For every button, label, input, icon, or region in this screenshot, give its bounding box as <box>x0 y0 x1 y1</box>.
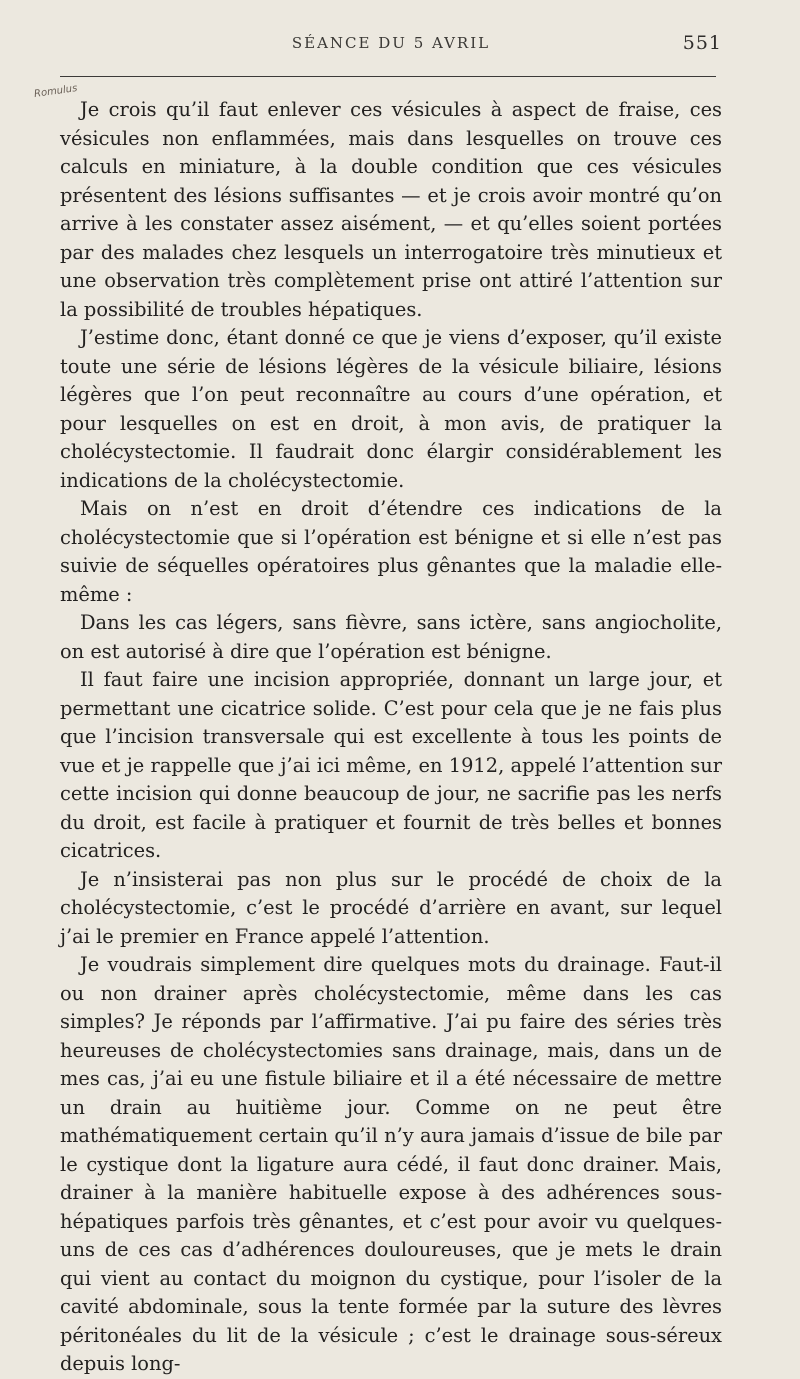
paragraph: Il faut faire une incision appropriée, donnant un large jour, et permettant une cicatrice solide. C’est pour cela que je ne fais plus que l’incision transversale qui est excellente à tous les points de vue et je rappelle que j’ai ici même, en 1912, appelé l’attention sur cette incision qui donne beaucoup de jour, ne sacrifie pas les nerfs du droit, est facile à pratiquer et fournit de très belles et bonnes cicatrices. <box>60 668 722 862</box>
paragraph: Je n’insisterai pas non plus sur le procédé de choix de la cholécystectomie, c’est le procédé d’arrière en avant, sur lequel j’ai le premier en France appelé l’attention. <box>60 867 722 948</box>
paragraph: Dans les cas légers, sans fièvre, sans ictère, sans angiocholite, on est autorisé à dire que l’opération est bénigne. <box>60 611 722 663</box>
page-header <box>60 34 722 64</box>
handwritten-margin-note: Romulus <box>33 83 79 100</box>
paragraph: J’estime donc, étant donné ce que je viens d’exposer, qu’il existe toute une série de lésions légères de la vésicule biliaire, lésions légères que l’on peut reconnaître au cours d’une opération, et pour lesquelles on est en droit, à mon avis, de pratiquer la cholécystectomie. Il faudrait donc élargir considérablement les indications de la cholécystectomie. <box>60 326 722 492</box>
page-number: 551 <box>682 32 722 54</box>
header-rule <box>60 76 716 77</box>
paragraph: Mais on n’est en droit d’étendre ces indications de la cholécystectomie que si l’opération est bénigne et si elle n’est pas suivie de séquelles opératoires plus gênantes que la maladie elle-même : <box>60 497 722 606</box>
body-text <box>60 96 722 1379</box>
running-head: SÉANCE DU 5 AVRIL <box>291 34 491 52</box>
paragraph: Je voudrais simplement dire quelques mots du drainage. Faut-il ou non drainer après cholécystectomie, même dans les cas simples? Je réponds par l’affirmative. J’ai pu faire des séries très heureuses de cholécystectomies sans drainage, mais, dans un de mes cas, j’ai eu une fistule biliaire et il a été nécessaire de mettre un drain au huitième jour. Comme on ne peut être mathématiquement certain qu’il n’y aura jamais d’issue de bile par le cystique dont la ligature aura cédé, il faut donc drainer. Mais, drainer à la manière habituelle expose à des adhérences sous-hépatiques parfois très gênantes, et c’est pour avoir vu quelques-uns de ces cas d’adhérences douloureuses, que je mets le drain qui vient au contact du moignon du cystique, pour l’isoler de la cavité abdominale, sous la tente formée par la suture des lèvres péritonéales du lit de la vésicule ; c’est le drainage sous-séreux depuis long- <box>60 953 722 1375</box>
paragraph: Je crois qu’il faut enlever ces vésicules à aspect de fraise, ces vésicules non enflammées, mais dans lesquelles on trouve ces calculs en miniature, à la double condition que ces vésicules présentent des lésions suffisantes — et je crois avoir montré qu’on arrive à les constater assez aisément, — et qu’elles soient portées par des malades chez lesquels un interrogatoire très minutieux et une observation très complètement prise ont attiré l’attention sur la possibilité de troubles hépatiques. <box>60 98 722 321</box>
